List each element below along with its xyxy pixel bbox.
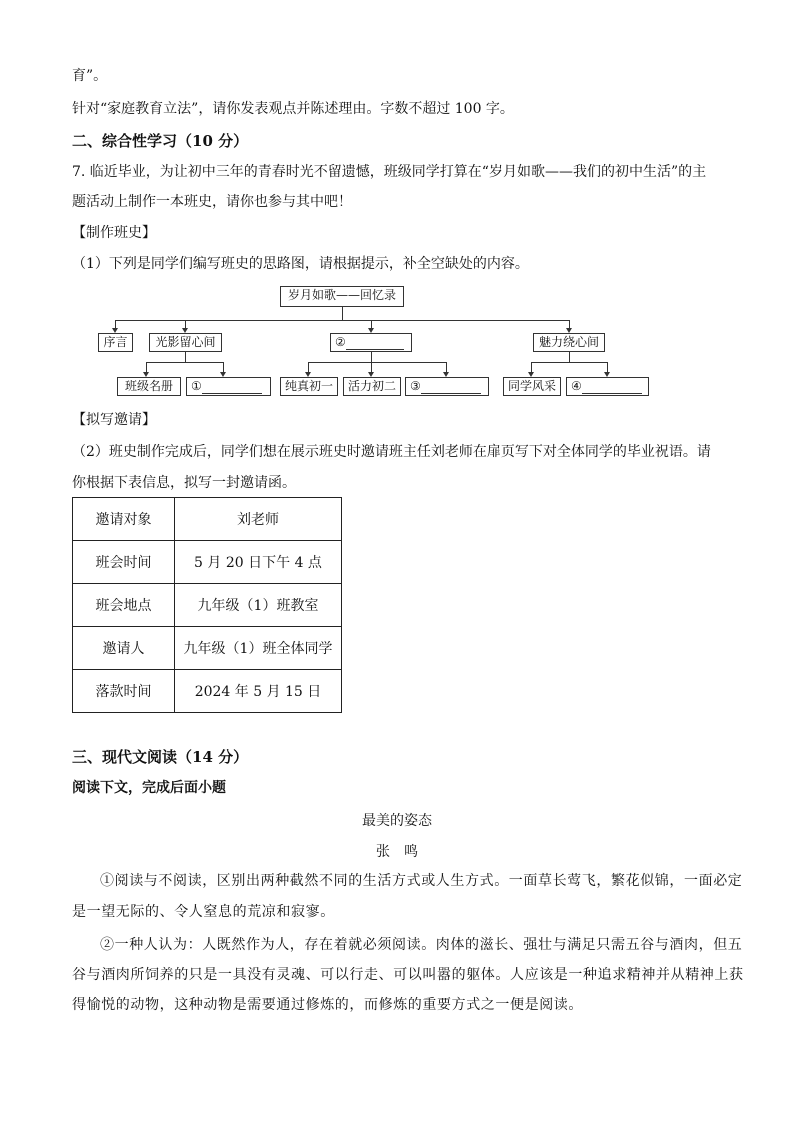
- table-row: [73, 670, 342, 713]
- diagram-node-blank-4: [566, 377, 649, 396]
- q7-line-2: 题活动上制作一本班史，请你也参与其中吧！: [72, 194, 352, 210]
- diagram-node-grade7: [280, 377, 338, 396]
- diagram-node-charm: [533, 333, 605, 352]
- q7-line-1: 7. 临近毕业，为让初中三年的青春时光不留遗憾，班级同学打算在“岁月如歌——我们的初中生活”的主: [72, 164, 707, 180]
- table-key: 邀请对象: [73, 498, 175, 541]
- para2-line-3: 得愉悦的动物，这种动物是需要通过修炼的，而修炼的重要方式之一便是阅读。: [72, 997, 583, 1013]
- diagram-node-classmates: [503, 377, 561, 396]
- blank-underline: [202, 380, 262, 394]
- node-label: 班级名册: [124, 379, 173, 393]
- section2-heading: 二、综合性学习（10 分）: [72, 132, 249, 150]
- diagram-node-preface: [98, 333, 133, 352]
- connector: [146, 362, 224, 363]
- diagram-root-label: 岁月如歌——回忆录: [287, 288, 396, 302]
- blank-underline: [421, 380, 481, 394]
- table-value: 5 月 20 日下午 4 点: [175, 541, 342, 584]
- node-label: 纯真初一: [284, 379, 333, 393]
- table-row: [73, 541, 342, 584]
- blank-underline: [582, 380, 642, 394]
- para1-line-2: 是一望无际的、令人窒息的荒凉和寂寥。: [72, 904, 335, 920]
- node-label: 光影留心间: [155, 335, 216, 349]
- table-value: 九年级（1）班教室: [175, 584, 342, 627]
- node-label: 同学风采: [507, 379, 556, 393]
- table-key: 邀请人: [73, 627, 175, 670]
- sub2-title: 【拟写邀请】: [72, 412, 156, 428]
- blank-underline: [346, 336, 404, 350]
- para1-line-1: ①阅读与不阅读，区别出两种截然不同的生活方式或人生方式。一面草长莺飞，繁花似锦，一面必定: [100, 873, 743, 889]
- node-label: ①: [191, 379, 202, 393]
- table-key: 落款时间: [73, 670, 175, 713]
- diagram-node-blank-3: [405, 377, 489, 396]
- diagram-node-grade8: [343, 377, 401, 396]
- table-key: 班会地点: [73, 584, 175, 627]
- sub1-question: （1）下列是同学们编写班史的思路图，请根据提示，补全空缺处的内容。: [72, 256, 529, 272]
- connector: [531, 362, 608, 363]
- article-author: 张 鸣: [376, 844, 418, 860]
- para2-line-1: ②一种人认为：人既然作为人，存在着就必须阅读。肉体的滋长、强壮与满足只需五谷与酒肉，但五: [100, 937, 743, 953]
- node-label: 序言: [103, 335, 128, 349]
- reading-instruction: 阅读下文，完成后面小题: [72, 780, 226, 796]
- diagram-node-blank-2: [330, 333, 412, 352]
- node-label: 活力初二: [347, 379, 396, 393]
- table-value: 刘老师: [175, 498, 342, 541]
- diagram-node-class-roster: [117, 377, 181, 396]
- node-label: ④: [571, 379, 582, 393]
- connector: [569, 352, 570, 362]
- table-value: 2024 年 5 月 15 日: [175, 670, 342, 713]
- table-row: [73, 498, 342, 541]
- sub2-question-line-1: （2）班史制作完成后，同学们想在展示班史时邀请班主任刘老师在扉页写下对全体同学的毕业祝语。请: [72, 444, 711, 460]
- connector: [308, 362, 447, 363]
- diagram-node-blank-1: [186, 377, 271, 396]
- intro-line-1: 育”。: [72, 68, 108, 84]
- diagram-node-light-shadow: [149, 333, 222, 352]
- diagram-root: [280, 286, 404, 307]
- sub1-title: 【制作班史】: [72, 225, 156, 241]
- connector: [115, 320, 570, 321]
- connector: [342, 307, 343, 320]
- para2-line-2: 谷与酒肉所饲养的只是一具没有灵魂、可以行走、可以叫嚣的躯体。人应该是一种追求精神并从精神上获: [72, 967, 744, 983]
- article-title: 最美的姿态: [362, 813, 432, 829]
- sub2-question-line-2: 你根据下表信息，拟写一封邀请函。: [72, 475, 296, 491]
- table-value: 九年级（1）班全体同学: [175, 627, 342, 670]
- invitation-info-table: [72, 497, 342, 713]
- node-label: ③: [410, 379, 421, 393]
- section3-heading: 三、现代文阅读（14 分）: [72, 748, 249, 766]
- table-key: 班会时间: [73, 541, 175, 584]
- node-label: ②: [335, 335, 346, 349]
- connector: [371, 352, 372, 362]
- table-row: [73, 627, 342, 670]
- node-label: 魅力绕心间: [538, 335, 599, 349]
- connector: [185, 352, 186, 362]
- table-row: [73, 584, 342, 627]
- intro-line-2: 针对“家庭教育立法”，请你发表观点并陈述理由。字数不超过 100 字。: [72, 101, 514, 117]
